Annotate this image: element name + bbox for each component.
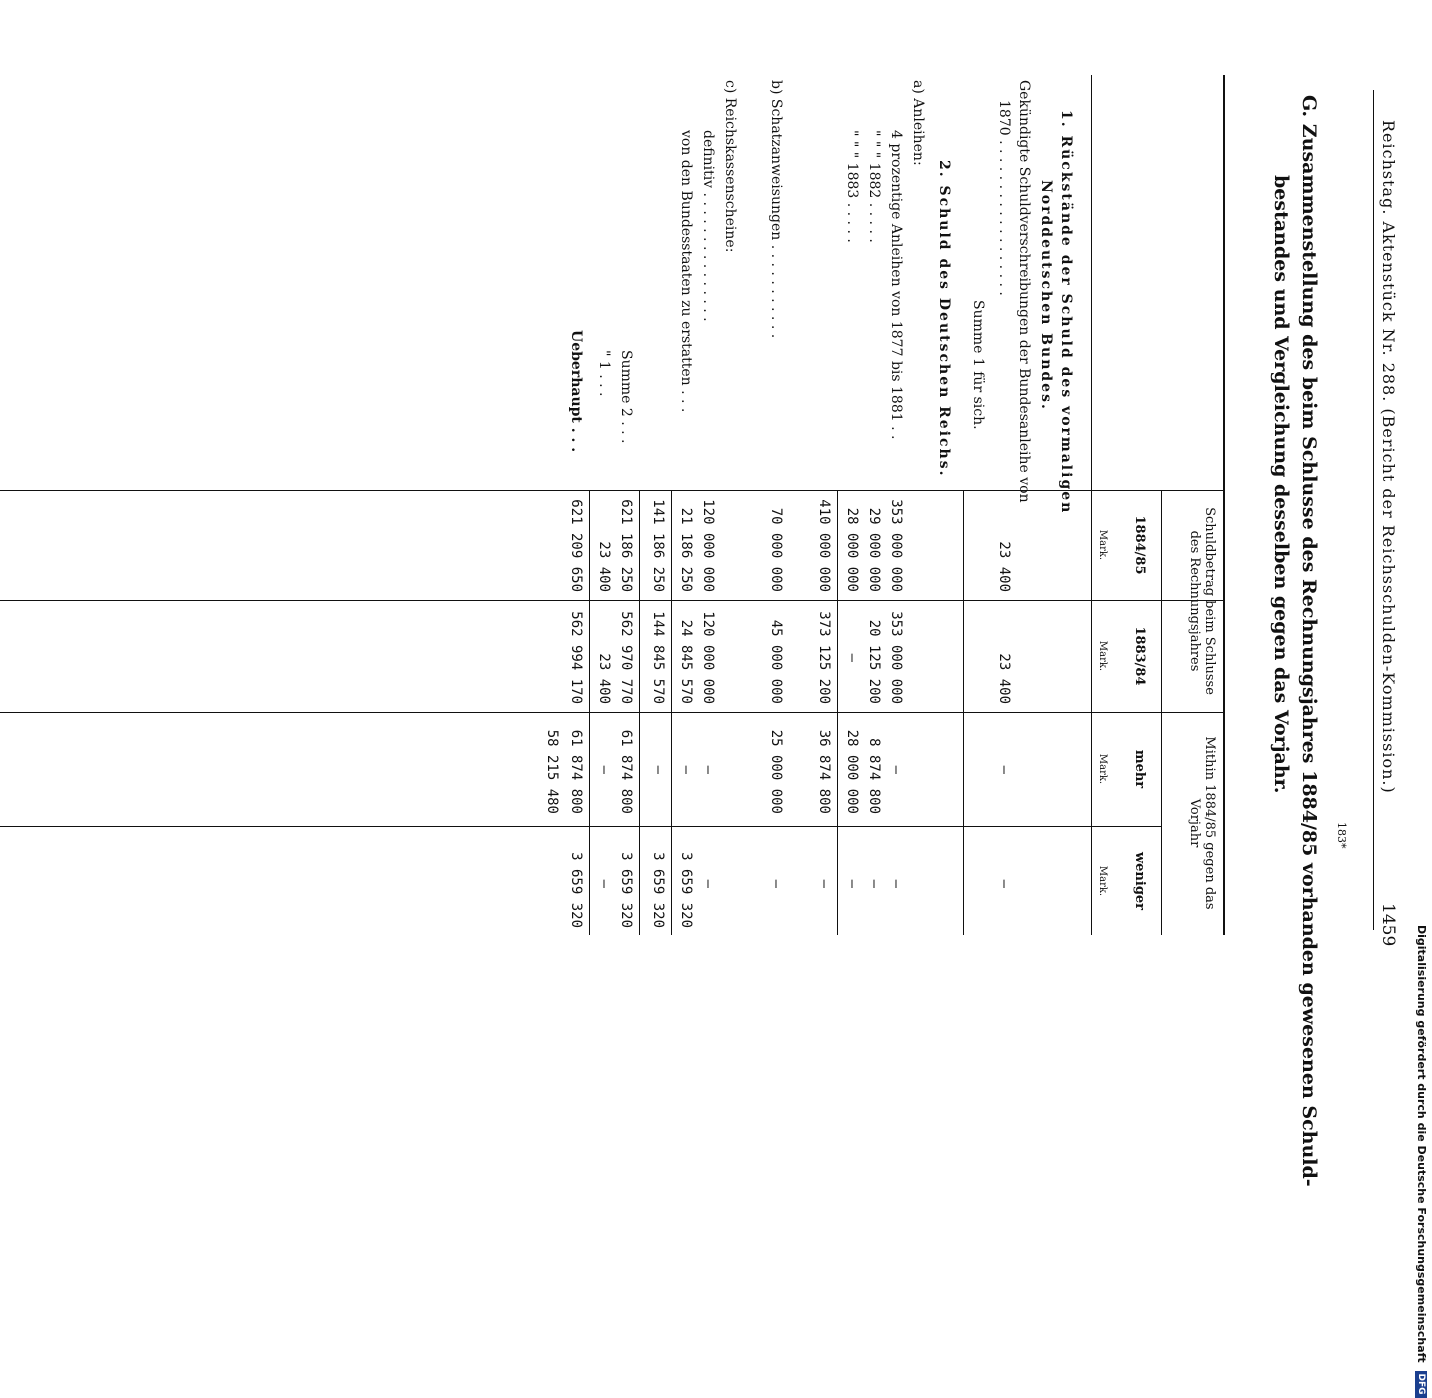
a3-value-a: 28 000 000 — [844, 507, 860, 592]
a2-value-b: 20 125 200 — [866, 619, 882, 704]
col-group1-header: Schuldbetrag beim Schlusse des Rechnungsjahres — [1187, 507, 1217, 695]
dfg-logo-icon: DFG — [1415, 1371, 1427, 1398]
table-title-line2: bestandes und Vergleichung desselben gegen das Vorjahr. — [1270, 175, 1292, 794]
printer-signature: 183* — [1335, 822, 1348, 849]
sum2-label: Summe 2 . . . — [618, 350, 634, 444]
col-less-header: weniger — [1132, 851, 1147, 911]
total-value-b: 562 994 170 — [568, 611, 584, 704]
page-number: 1459 — [1378, 903, 1398, 947]
b-value-more: 25 000 000 — [768, 729, 784, 814]
row-a3-label: " " " 1883 . . . . . — [844, 130, 860, 243]
label-column-divider — [0, 490, 1225, 491]
subsection-a-label: a) Anleihen: — [910, 80, 926, 166]
a-sum-value-less: — — [816, 879, 832, 888]
col-year-a-header: 1884/85 — [1132, 515, 1147, 575]
b-value-less: — — [768, 879, 784, 888]
s1-value-less: — — [996, 879, 1012, 888]
row-c2-label: von den Bundesstaaten zu erstatten . . . — [678, 130, 694, 413]
col-more-unit: Mark. — [1097, 753, 1108, 785]
s1-value-a: 23 400 — [996, 541, 1012, 592]
sum1-value-a: 23 400 — [596, 541, 612, 592]
a-sum-value-more: 36 874 800 — [816, 729, 832, 814]
running-title: Reichstag. Aktenstück Nr. 288. (Bericht der Reichsschulden-Kommission.) — [1379, 120, 1398, 794]
total-value-a: 621 209 650 — [568, 499, 584, 592]
row-a1-label: 4 prozentige Anleihen von 1877 bis 1881 . . — [888, 130, 904, 440]
total-value-less: 3 659 320 — [568, 852, 584, 928]
group1-rule — [1161, 491, 1162, 712]
table-title-line1: G. Zusammenstellung des beim Schlusse des Rechnungsjahres 1884/85 vorhanden gewesenen Schuld- — [1298, 95, 1320, 1187]
col-less-unit: Mark. — [1097, 865, 1108, 897]
a2-value-more: 8 874 800 — [866, 738, 882, 814]
section1-line2: 1870 . . . . . . . . . . . . . . . . . . — [996, 100, 1012, 296]
c1-value-b: 120 000 000 — [700, 611, 716, 704]
section1-bottom-rule — [963, 491, 964, 935]
section1-title2: Norddeutschen Bundes. — [1038, 180, 1054, 411]
digitization-text: Digitalisierung gefördert durch die Deutsche Forschungsgemeinschaft — [1415, 925, 1428, 1363]
total-rule — [589, 491, 590, 935]
section1-title: 1. Rückstände der Schuld des vormaligen — [1058, 110, 1074, 515]
a1-value-a: 353 000 000 — [888, 499, 904, 592]
c2-value-less: 3 659 320 — [678, 852, 694, 928]
c2-value-b: 24 845 570 — [678, 619, 694, 704]
total-value-more: 61 874 800 — [568, 729, 584, 814]
a3-value-less: — — [844, 879, 860, 888]
col-more-divider — [0, 826, 1162, 827]
col-more-header: mehr — [1132, 749, 1147, 789]
subsection-c-label: c) Reichskassenscheine: — [722, 80, 738, 253]
sum1-value-less: — — [596, 879, 612, 888]
col-year-b-header: 1883/84 — [1132, 626, 1147, 686]
a1-value-more: — — [888, 765, 904, 774]
total-label: Ueberhaupt . . . — [568, 330, 584, 453]
header-rule — [1373, 90, 1374, 930]
sum1-value-b: 23 400 — [596, 653, 612, 704]
col-year-b-unit: Mark. — [1097, 640, 1108, 672]
c-sum-value-a: 141 186 250 — [650, 499, 666, 592]
a-sum-value-b: 373 125 200 — [816, 611, 832, 704]
a2-value-less: — — [866, 879, 882, 888]
c1-value-a: 120 000 000 — [700, 499, 716, 592]
col-b-divider — [0, 712, 1225, 713]
c-sum-value-less: 3 659 320 — [650, 852, 666, 928]
row-b-label: b) Schatzanweisungen . . . . . . . . . . . — [768, 80, 784, 339]
row-a2-label: " " " 1882 . . . . . — [866, 130, 882, 243]
sum1-value-more: — — [596, 765, 612, 774]
section1-line1: Gekündigte Schuldverschreibungen der Bundesanleihe von — [1016, 80, 1032, 503]
a3-value-more: 28 000 000 — [844, 729, 860, 814]
digitization-credit — [1415, 925, 1428, 1398]
sum2-value-more: 61 874 800 — [618, 729, 634, 814]
col-year-a-unit: Mark. — [1097, 529, 1108, 561]
section2-title: 2. Schuld des Deutschen Reichs. — [936, 160, 952, 478]
sum2-value-less: 3 659 320 — [618, 852, 634, 928]
c2-value-more: — — [678, 765, 694, 774]
row-c1-label: definitiv . . . . . . . . . . . . . . . — [700, 130, 716, 322]
section1-sum-label: Summe 1 für sich. — [970, 300, 986, 430]
sum1-label: " 1 . . . — [596, 350, 612, 397]
a2-value-a: 29 000 000 — [866, 507, 882, 592]
s1-value-b: 23 400 — [996, 653, 1012, 704]
a-sum-value-a: 410 000 000 — [816, 499, 832, 592]
summary-rule — [639, 491, 640, 935]
sum2-value-a: 621 186 250 — [618, 499, 634, 592]
net-difference-value: 58 215 480 — [544, 729, 560, 814]
c-sum-rule — [671, 491, 672, 935]
sum2-value-b: 562 970 770 — [618, 611, 634, 704]
col-group2-header: Mithin 1884/85 gegen das Vorjahr — [1187, 736, 1217, 910]
col-a-divider — [0, 600, 1225, 601]
b-value-b: 45 000 000 — [768, 619, 784, 704]
a3-value-b: — — [844, 653, 860, 662]
col-header-rule — [1091, 75, 1092, 935]
c2-value-a: 21 186 250 — [678, 507, 694, 592]
c-sum-value-more: — — [650, 765, 666, 774]
a-sum-rule — [837, 491, 838, 935]
group2-rule — [1161, 713, 1162, 935]
b-value-a: 70 000 000 — [768, 507, 784, 592]
a1-value-less: — — [888, 879, 904, 888]
s1-value-more: — — [996, 765, 1012, 774]
c1-value-more: — — [700, 765, 716, 774]
table-top-rule — [1223, 75, 1225, 935]
c-sum-value-b: 144 845 570 — [650, 611, 666, 704]
a1-value-b: 353 000 000 — [888, 611, 904, 704]
c1-value-less: — — [700, 879, 716, 888]
